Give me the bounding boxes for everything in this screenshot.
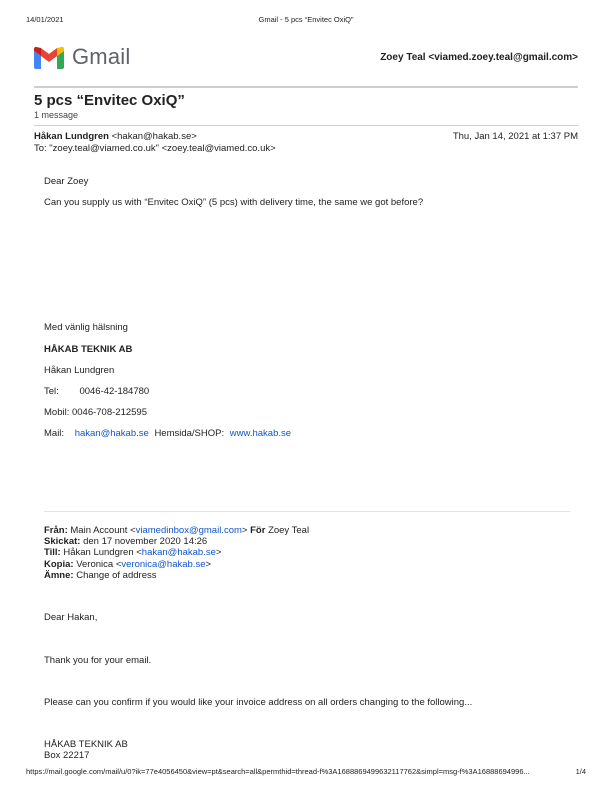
quoted-address-box: Box 22217 [44, 750, 90, 761]
print-date: 14/01/2021 [26, 15, 64, 24]
till-label: Till: [44, 547, 61, 558]
quoted-subject [44, 570, 156, 581]
signature-name: Håkan Lundgren [44, 365, 115, 376]
sender-email: <hakan@hakab.se> [111, 131, 197, 142]
thread-subject: 5 pcs “Envitec OxiQ” [34, 92, 185, 109]
kopia-text-post: > [205, 559, 212, 570]
signature-links [44, 428, 291, 439]
header-divider [34, 86, 578, 88]
print-page-number: 1/4 [575, 767, 586, 776]
quoted-to [44, 547, 221, 558]
fran-link[interactable]: viamedinbox@gmail.com [135, 525, 242, 536]
tel-label: Tel: [44, 386, 59, 397]
for-label: För [250, 525, 266, 536]
kopia-link[interactable]: veronica@hakab.se [121, 559, 206, 570]
quoted-greeting: Dear Hakan, [44, 612, 98, 623]
hemsida-label: Hemsida/SHOP: [154, 428, 225, 439]
skickat-label: Skickat: [44, 536, 81, 547]
tel-value: 0046-42-184780 [79, 386, 150, 397]
sender-name: Håkan Lundgren [34, 131, 109, 142]
mail-link[interactable]: hakan@hakab.se [74, 428, 149, 439]
till-link[interactable]: hakan@hakab.se [141, 547, 216, 558]
gmail-logo[interactable] [34, 44, 130, 70]
fran-text-pre: Main Account < [70, 525, 136, 536]
signature-tel [44, 386, 149, 397]
fran-label: Från: [44, 525, 68, 536]
message-count: 1 message [34, 110, 79, 120]
message-to: To: "zoey.teal@viamed.co.uk" <zoey.teal@viamed.co.uk> [34, 143, 276, 154]
signature-company: HÅKAB TEKNIK AB [44, 344, 133, 355]
quoted-thanks: Thank you for your email. [44, 655, 152, 666]
body-request: Can you supply us with “Envitec OxiQ” (5 pcs) with delivery time, the same we got before? [44, 197, 424, 208]
quote-divider [44, 511, 570, 512]
print-title: Gmail - 5 pcs “Envitec OxiQ” [258, 15, 354, 24]
quoted-request: Please can you confirm if you would like your invoice address on all orders changing to the following... [44, 697, 473, 708]
amne-text: Change of address [76, 570, 157, 581]
gmail-m-icon [34, 46, 64, 69]
amne-label: Ämne: [44, 570, 74, 581]
print-url: https://mail.google.com/mail/u/0?ik=77e4056450&view=pt&search=all&permthid=thread-f%3A1688869499632117762&simpl=msg-f%3A16888694996... [26, 767, 530, 776]
skickat-text: den 17 november 2020 14:26 [83, 536, 208, 547]
kopia-text-pre: Veronica < [76, 559, 122, 570]
quoted-address-company: HÅKAB TEKNIK AB [44, 739, 128, 750]
quoted-cc [44, 559, 211, 570]
mail-label: Mail: [44, 428, 65, 439]
quoted-sent [44, 536, 207, 547]
account-label: Zoey Teal <viamed.zoey.teal@gmail.com> [380, 52, 578, 63]
kopia-label: Kopia: [44, 559, 74, 570]
hemsida-link[interactable]: www.hakab.se [229, 428, 292, 439]
till-text-pre: Håkan Lundgren < [63, 547, 142, 558]
gmail-wordmark: Gmail [72, 44, 131, 69]
message-from [34, 131, 197, 142]
fran-text-post: > [241, 525, 248, 536]
for-text: Zoey Teal [268, 525, 310, 536]
message-date: Thu, Jan 14, 2021 at 1:37 PM [452, 131, 578, 142]
signature-mobil: Mobil: 0046-708-212595 [44, 407, 147, 418]
signature-closing: Med vänlig hälsning [44, 322, 128, 333]
quoted-from [44, 525, 309, 536]
till-text-post: > [215, 547, 222, 558]
subject-divider [34, 125, 578, 126]
body-greeting: Dear Zoey [44, 176, 89, 187]
